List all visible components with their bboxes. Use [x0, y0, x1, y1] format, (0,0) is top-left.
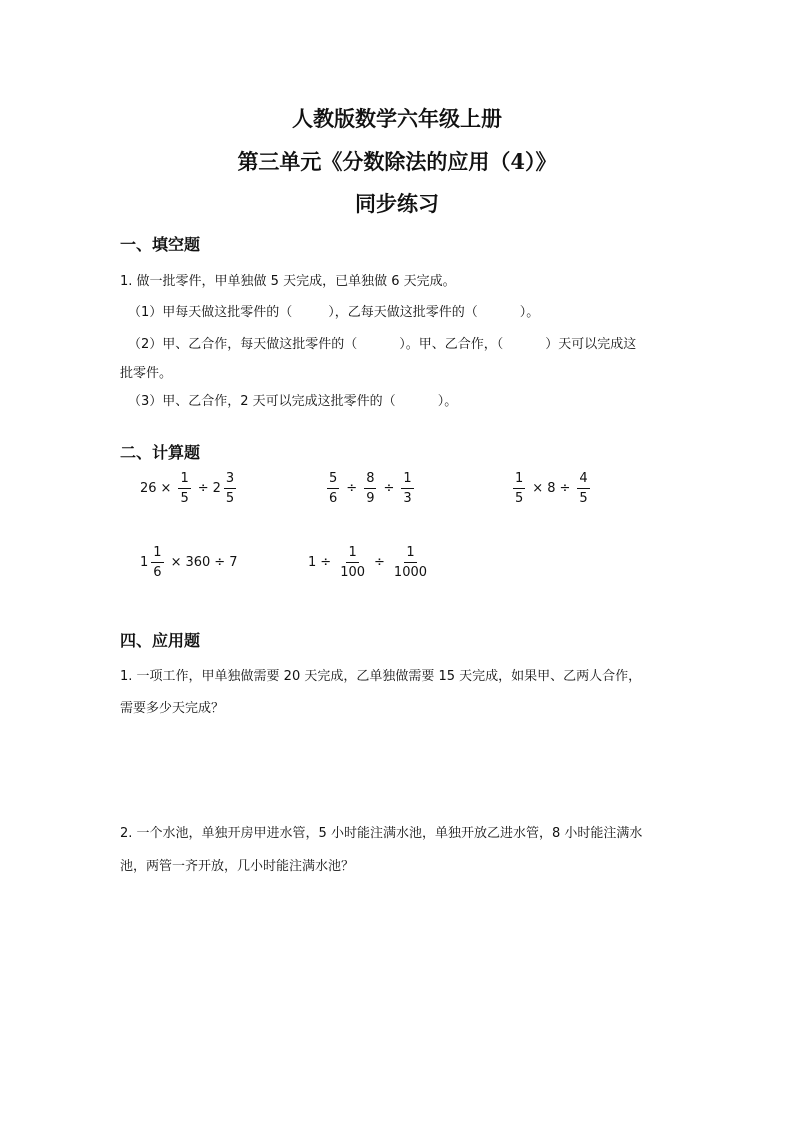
app-q1-line1: 1. 一项工作，甲单独做需要 20 天完成，乙单独做需要 15 天完成，如果甲、乙两人合作， — [120, 669, 642, 684]
calc-expression-1 — [140, 472, 239, 505]
numerator: 1 — [346, 546, 358, 563]
denominator: 6 — [329, 491, 338, 506]
denominator: 9 — [366, 491, 375, 506]
operator: ÷ — [320, 555, 332, 570]
fraction — [327, 472, 339, 505]
numerator: 1 — [178, 472, 190, 489]
denominator: 5 — [515, 491, 524, 506]
section-heading-fill-blank: 一、填空题 — [120, 235, 201, 254]
numerator: 1 — [513, 472, 525, 489]
section-heading-calculation: 二、计算题 — [120, 443, 201, 462]
operator: ÷ — [197, 481, 209, 496]
q1-part2-text-c: ）天可以完成这 — [545, 337, 637, 352]
fraction — [364, 472, 376, 505]
fraction — [513, 472, 525, 505]
number: 360 — [185, 555, 211, 570]
q1-part3-text-a: （3）甲、乙合作，2 天可以完成这批零件的（ — [128, 394, 396, 409]
title-line-1: 人教版数学六年级上册 — [292, 106, 502, 131]
numerator: 1 — [151, 546, 163, 563]
fraction — [224, 472, 236, 505]
denominator: 6 — [153, 565, 162, 580]
mixed-number — [140, 546, 167, 579]
fraction — [151, 546, 163, 579]
numerator: 5 — [327, 472, 339, 489]
q1-part2-continued: 批零件。 — [120, 366, 173, 381]
denominator: 1000 — [393, 565, 428, 580]
numerator: 8 — [364, 472, 376, 489]
calc-expression-3 — [510, 472, 593, 505]
fraction — [338, 546, 367, 579]
operator: ÷ — [374, 555, 385, 570]
denominator: 5 — [225, 491, 235, 506]
fraction — [392, 546, 429, 579]
number: 8 — [547, 481, 556, 496]
numerator: 1 — [404, 546, 416, 563]
title-line-3: 同步练习 — [355, 191, 439, 216]
q1-part1-text-a: （1）甲每天做这批零件的（ — [128, 305, 293, 320]
denominator: 100 — [340, 565, 366, 580]
operator: ÷ — [559, 481, 571, 496]
section-heading-application: 四、应用题 — [120, 631, 201, 650]
whole-part: 1 — [140, 555, 149, 570]
numerator: 3 — [224, 472, 236, 489]
number: 26 — [140, 481, 157, 496]
app-q1-line2: 需要多少天完成？ — [120, 701, 225, 716]
calc-expression-5 — [308, 546, 432, 579]
q1-part2-text-a: （2）甲、乙合作，每天做这批零件的（ — [128, 337, 358, 352]
app-q2-line2: 池，两管一齐开放，几小时能注满水池？ — [120, 859, 355, 874]
numerator: 1 — [401, 472, 413, 489]
q1-part1 — [128, 301, 539, 320]
numerator: 4 — [577, 472, 589, 489]
q1-part1-text-b: ），乙每天做这批零件的（ — [328, 305, 478, 320]
q1-part3-text-b: ）。 — [437, 394, 458, 409]
whole-part: 2 — [212, 481, 221, 496]
number: 7 — [229, 555, 238, 570]
q1-part2 — [128, 333, 636, 352]
denominator: 3 — [403, 491, 412, 506]
denominator: 5 — [579, 491, 588, 506]
operator: ÷ — [214, 555, 226, 570]
number: 1 — [308, 555, 317, 570]
operator: × — [160, 481, 172, 496]
operator: ÷ — [346, 481, 358, 496]
title-line-2: 第三单元《分数除法的应用（4）》 — [237, 149, 557, 174]
q1-stem: 1. 做一批零件，甲单独做 5 天完成，已单独做 6 天完成。 — [120, 274, 456, 289]
operator: ÷ — [383, 481, 395, 496]
app-q2-line1: 2. 一个水池，单独开房甲进水管，5 小时能注满水池，单独开放乙进水管，8 小时能注满水 — [120, 826, 643, 841]
fraction — [577, 472, 589, 505]
operator: × — [170, 555, 182, 570]
q1-part3 — [128, 390, 457, 409]
operator: × — [532, 481, 544, 496]
fraction — [178, 472, 190, 505]
calc-expression-4 — [140, 546, 237, 579]
q1-part1-text-c: ）。 — [519, 305, 540, 320]
fraction — [401, 472, 413, 505]
q1-part2-text-b: ）。甲、乙合作，（ — [399, 337, 504, 352]
mixed-number — [213, 472, 240, 505]
denominator: 5 — [180, 491, 189, 506]
calc-expression-2 — [324, 472, 417, 505]
